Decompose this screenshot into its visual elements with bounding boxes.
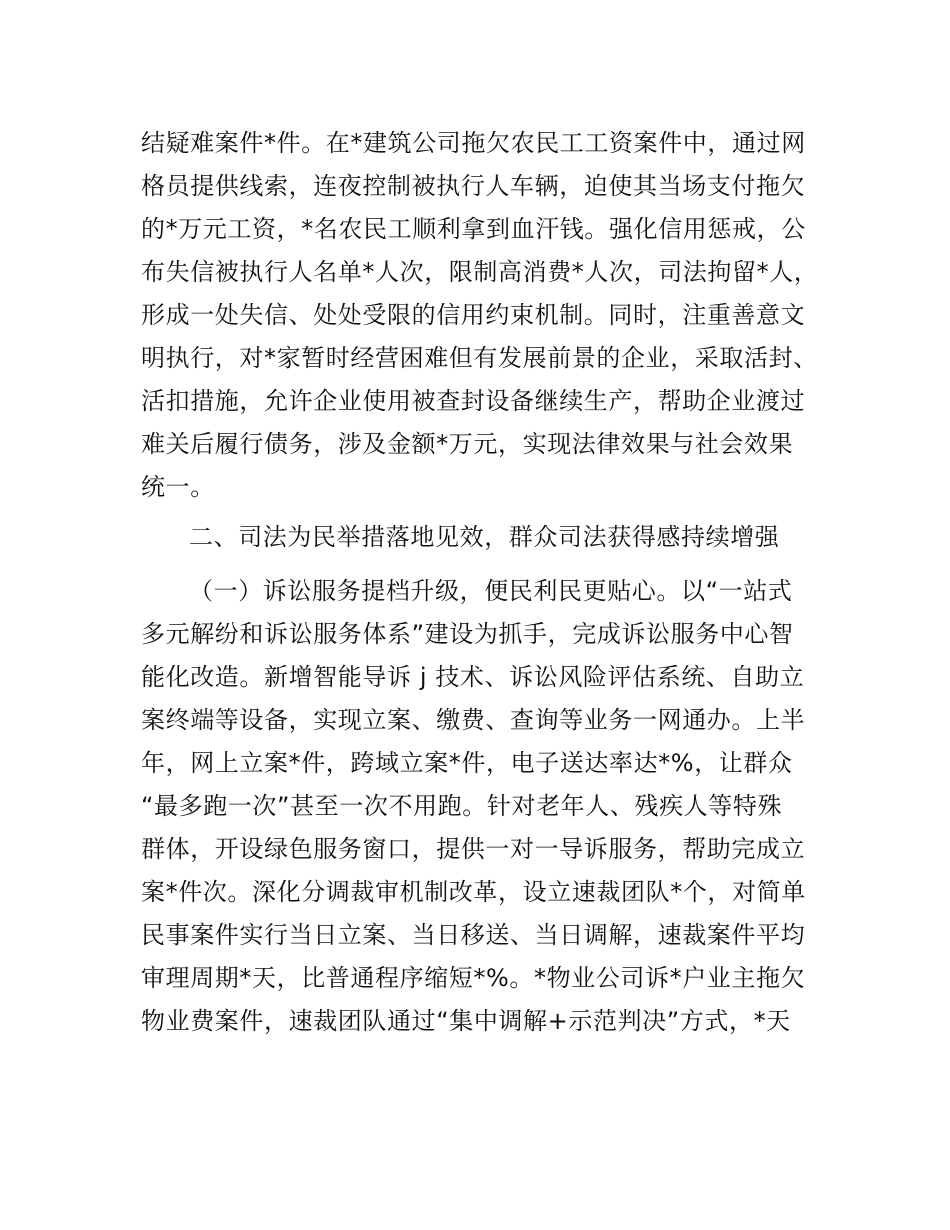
text-line: 案*件次。深化分调裁审机制改革，设立速裁团队*个，对简单 [141,878,806,906]
text-line: 形成一处失信、处处受限的信用约束机制。同时，注重善意文 [141,301,806,329]
text-line: 难关后履行债务，涉及金额*万元，实现法律效果与社会效果 [141,430,794,458]
text-line: 能化改造。新增智能导诉 j 技术、诉讼风险评估系统、自助立 [141,663,805,691]
text-line: 民事案件实行当日立案、当日移送、当日调解，速裁案件平均 [141,921,806,949]
text-line: 年，网上立案*件，跨域立案*件，电子送达率达*%，让群众 [141,749,793,777]
subsection-heading: （一）诉讼服务提档升级，便民利民更贴心。以“一站式 [189,577,793,605]
text-line: 结疑难案件*件。在*建筑公司拖欠农民工工资案件中，通过网 [141,129,806,157]
text-line: 活扣措施，允许企业使用被查封设备继续生产，帮助企业渡过 [141,387,806,415]
text-line: 统一。 [141,473,215,501]
text-line: 物业费案件，速裁团队通过“集中调解+示范判决”方式，*天 [141,1007,791,1035]
text-line: “最多跑一次”甚至一次不用跑。针对老年人、残疾人等特殊 [141,792,783,820]
text-line: 的*万元工资，*名农民工顺利拿到血汗钱。强化信用惩戒，公 [141,215,806,243]
text-line: 案终端等设备，实现立案、缴费、查询等业务一网通办。上半 [141,706,806,734]
text-line: 多元解纷和诉讼服务体系”建设为抓手，完成诉讼服务中心智 [141,620,794,648]
text-line: 格员提供线索，连夜控制被执行人车辆，迫使其当场支付拖欠 [141,172,806,200]
text-line: 明执行，对*家暂时经营困难但有发展前景的企业，采取活封、 [141,344,818,372]
text-line: 群体，开设绿色服务窗口，提供一对一导诉服务，帮助完成立 [141,835,806,863]
text-line: 布失信被执行人名单*人次，限制高消费*人次，司法拘留*人， [141,258,819,286]
text-line: 审理周期*天，比普通程序缩短*%。*物业公司诉*户业主拖欠 [141,964,806,992]
section-heading: 二、司法为民举措落地见效，群众司法获得感持续增强 [189,523,780,551]
